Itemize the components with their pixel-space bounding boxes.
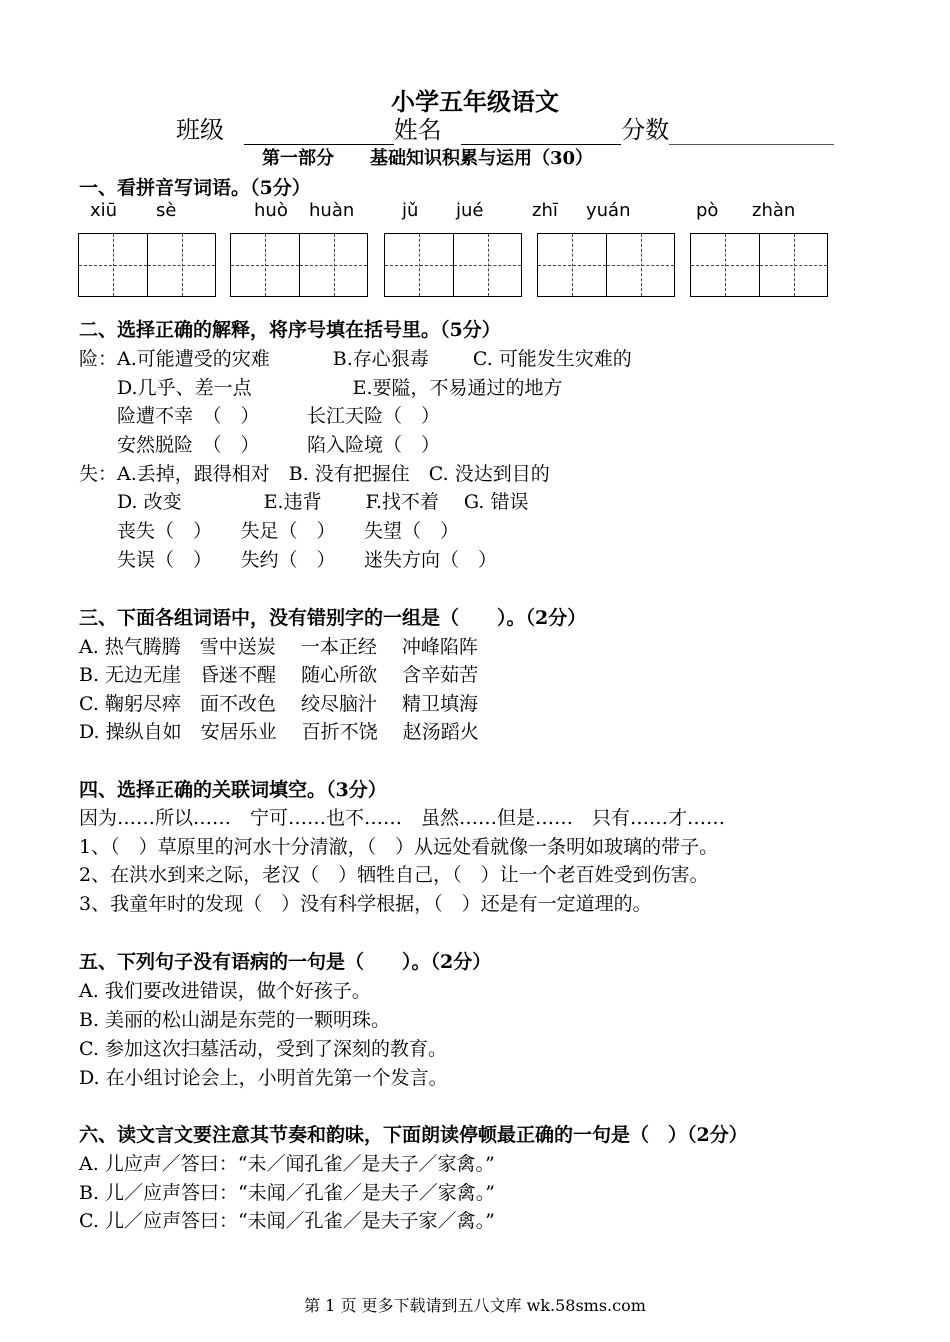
page-footer: 第 1 页 更多下载请到五八文库 wk.58sms.com [304, 1296, 646, 1315]
pinyin: pò [696, 200, 719, 221]
grid-cell[interactable] [79, 234, 147, 296]
class-label: 班级 [176, 116, 224, 144]
q4-line: 因为……所以…… 宁可……也不…… 虽然……但是…… 只有……才…… [79, 807, 726, 829]
q2-line: 安然脱险 （ ） 陷入险境（ ） [79, 434, 441, 456]
pinyin: huò [254, 200, 288, 221]
page-title: 小学五年级语文 [391, 87, 559, 116]
q2-line: 失：A.丢掉，跟得相对 B. 没有把握住 C. 没达到目的 [79, 463, 550, 485]
grid-cell[interactable] [147, 234, 215, 296]
writing-grid[interactable] [690, 233, 828, 297]
q3-option: C. 鞠躬尽瘁 面不改色 绞尽脑汁 精卫填海 [79, 693, 479, 715]
score-blank [669, 118, 834, 145]
pinyin: jué [456, 200, 484, 221]
class-blank [244, 118, 394, 145]
pinyin: huàn [309, 200, 355, 221]
q5-option: B. 美丽的松山湖是东莞的一颗明珠。 [79, 1009, 391, 1031]
writing-grid[interactable] [384, 233, 522, 297]
pinyin: zhī [532, 200, 558, 221]
pinyin: sè [156, 200, 177, 221]
writing-grid[interactable] [230, 233, 368, 297]
q5-option: A. 我们要改进错误，做个好孩子。 [79, 980, 371, 1002]
student-info [176, 110, 834, 145]
writing-grid[interactable] [537, 233, 675, 297]
q2-line: 丧失（ ） 失足（ ） 失望（ ） [79, 520, 460, 542]
q6-title: 六、读文言文要注意其节奏和韵味，下面朗读停顿最正确的一句是（ ）（2分） [79, 1124, 748, 1146]
q6-option: A. 儿应声／答曰：“未／闻孔雀／是夫子／家禽。” [79, 1153, 495, 1175]
q5-title: 五、下列句子没有语病的一句是（ ）。（2分） [79, 951, 492, 973]
q4-title: 四、选择正确的关联词填空。（3分） [79, 779, 387, 801]
q3-option: B. 无边无崖 昏迷不醒 随心所欲 含辛茹苦 [79, 664, 479, 686]
pinyin: jǔ [402, 200, 419, 221]
q2-line: 险：A.可能遭受的灾难 B.存心狠毒 C. 可能发生灾难的 [79, 348, 632, 370]
q4-line: 1、（ ）草原里的河水十分清澈，（ ）从远处看就像一条明如玻璃的带子。 [79, 836, 719, 858]
name-label: 姓名 [393, 116, 442, 144]
writing-grid[interactable] [78, 233, 216, 297]
q2-line: 险遭不幸 （ ） 长江天险（ ） [79, 405, 441, 427]
q5-option: D. 在小组讨论会上，小明首先第一个发言。 [79, 1067, 448, 1089]
part-title: 第一部分 基础知识积累与运用（30） [262, 148, 594, 169]
grid-cell[interactable] [453, 234, 521, 296]
q4-line: 2、在洪水到来之际，老汉（ ）牺牲自己，（ ）让一个老百姓受到伤害。 [79, 864, 709, 886]
grid-cell[interactable] [231, 234, 299, 296]
q2-title: 二、选择正确的解释，将序号填在括号里。（5分） [79, 319, 501, 341]
q2-line: 失误（ ） 失约（ ） 迷失方向（ ） [79, 549, 498, 571]
q5-option: C. 参加这次扫墓活动，受到了深刻的教育。 [79, 1038, 447, 1060]
q3-option: A. 热气腾腾 雪中送炭 一本正经 冲峰陷阵 [79, 636, 478, 658]
q2-line: D. 改变 E.违背 F.找不着 G. 错误 [79, 491, 529, 513]
q3-title: 三、下面各组词语中，没有错别字的一组是（ ）。（2分） [79, 607, 587, 629]
q1-title: 一、看拼音写词语。（5分） [79, 177, 311, 199]
grid-cell[interactable] [606, 234, 674, 296]
pinyin: xiū [90, 200, 118, 221]
q2-line: D.几乎、差一点 E.要隘，不易通过的地方 [79, 377, 563, 399]
grid-cell[interactable] [538, 234, 606, 296]
q3-option: D. 操纵自如 安居乐业 百折不饶 赵汤蹈火 [79, 721, 479, 743]
grid-cell[interactable] [385, 234, 453, 296]
score-label: 分数 [621, 116, 670, 144]
q6-option: C. 儿／应声答曰：“未闻／孔雀／是夫子家／禽。” [79, 1210, 495, 1232]
pinyin: zhàn [752, 200, 796, 221]
pinyin: yuán [586, 200, 631, 221]
name-blank [461, 118, 621, 145]
grid-cell[interactable] [759, 234, 827, 296]
grid-cell[interactable] [691, 234, 759, 296]
q6-option: B. 儿／应声答曰：“未闻／孔雀／是夫子／家禽。” [79, 1182, 495, 1204]
grid-cell[interactable] [299, 234, 367, 296]
q4-line: 3、我童年时的发现（ ）没有科学根据，（ ）还是有一定道理的。 [79, 893, 652, 915]
